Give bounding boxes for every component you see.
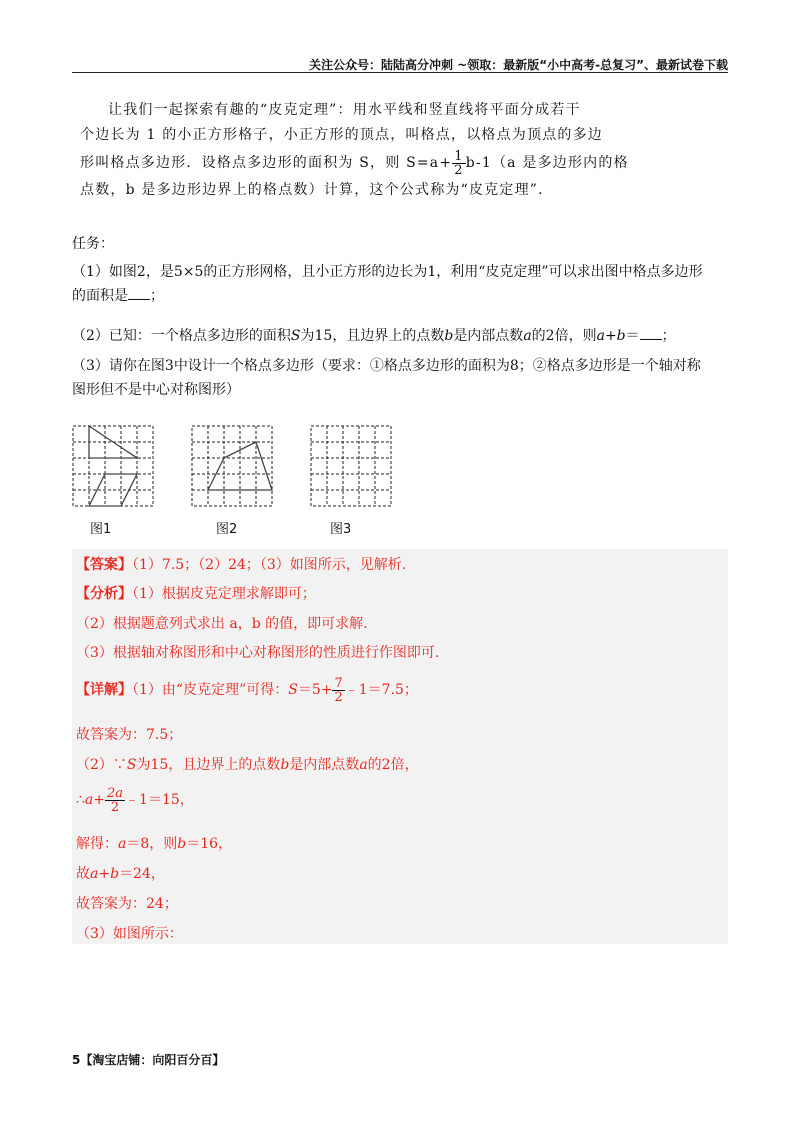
detail-line-4: ∴a+ $\frac{2a}{2}$ ﹣1＝15， [76,785,194,815]
question-1: （1）如图2，是5×5的正方形网格，且小正方形的边长为1，利用“皮克定理”可以求出图中格点多边形 的面积是 ； [72,264,703,304]
figure-1-grid [73,426,153,506]
detail-line-2: 故答案为：7.5； [76,727,183,743]
intro-line3-tail: b-1（a 是多边形内的格 [465,155,629,171]
detail-line-5: 解得：a＝8，则b＝16， [76,836,233,852]
analysis-line-3: （3）根据轴对称图形和中心对称图形的性质进行作图即可. [76,645,440,661]
task-title: 任务： [72,236,114,252]
intro-paragraph [80,98,640,203]
detail-line-7: 故答案为：24； [76,896,178,912]
intro-line2: 个边长为 1 的小正方形格子，小正方形的顶点，叫格点，以格点为顶点的多边 [80,127,604,143]
figure-2-label: 图2 [216,522,238,537]
detail-line-3: （2）∵S为15，且边界上的点数b是内部点数a的2倍， [76,757,419,773]
analysis-line-1: 【分析】（1）根据皮克定理求解即可； [76,586,316,602]
page-footer: 5【淘宝店铺：向阳百分百】 [72,1053,225,1067]
page-header: 关注公众号：陆陆高分冲刺 ~领取：最新版“小中高考-总复习”、最新试卷下载 [309,58,728,72]
question-3: （3）请你在图3中设计一个格点多边形（要求：①格点多边形的面积为8；②格点多边形是一个轴对称 图形但不是中心对称图形） [72,358,701,398]
answer-blank-2[interactable] [640,325,662,340]
answer-section [72,549,728,944]
intro-line1: 让我们一起探索有趣的“皮克定理”：用水平线和竖直线将平面分成若干 [108,102,581,118]
intro-line4: 点数，b 是多边形边界上的格点数）计算，这个公式称为“皮克定理”． [80,182,554,198]
detail-line-1: 【详解】（1）由“皮克定理”可得：S＝5+ $\frac{7}{2}$ ﹣1＝7.5； [76,675,418,705]
answer-line: 【答案】（1）7.5；（2）24；（3）如图所示，见解析. [76,557,407,573]
figures-grid [72,425,412,515]
intro-fraction: $\frac{1}{2}$ [454,148,464,178]
question-2: （2）已知：一个格点多边形的面积S为15，且边界上的点数b是内部点数a的2倍，则a+b＝ ； [72,324,732,348]
intro-line3: 形叫格点多边形．设格点多边形的面积为 S，则 S=a+ [80,155,453,171]
figure-3-grid [311,426,391,506]
answer-blank-1[interactable] [128,285,150,300]
figure-1-label: 图1 [90,522,112,537]
figure-3-label: 图3 [330,522,352,537]
figure-1-polygons [89,426,137,506]
detail-line-8: （3）如图所示： [76,926,183,942]
figure-2-grid [192,426,272,506]
detail-line-6: 故a+b＝24， [76,866,165,882]
analysis-line-2: （2）根据题意列式求出 a，b 的值，即可求解. [76,616,368,632]
header-rule [72,72,728,73]
